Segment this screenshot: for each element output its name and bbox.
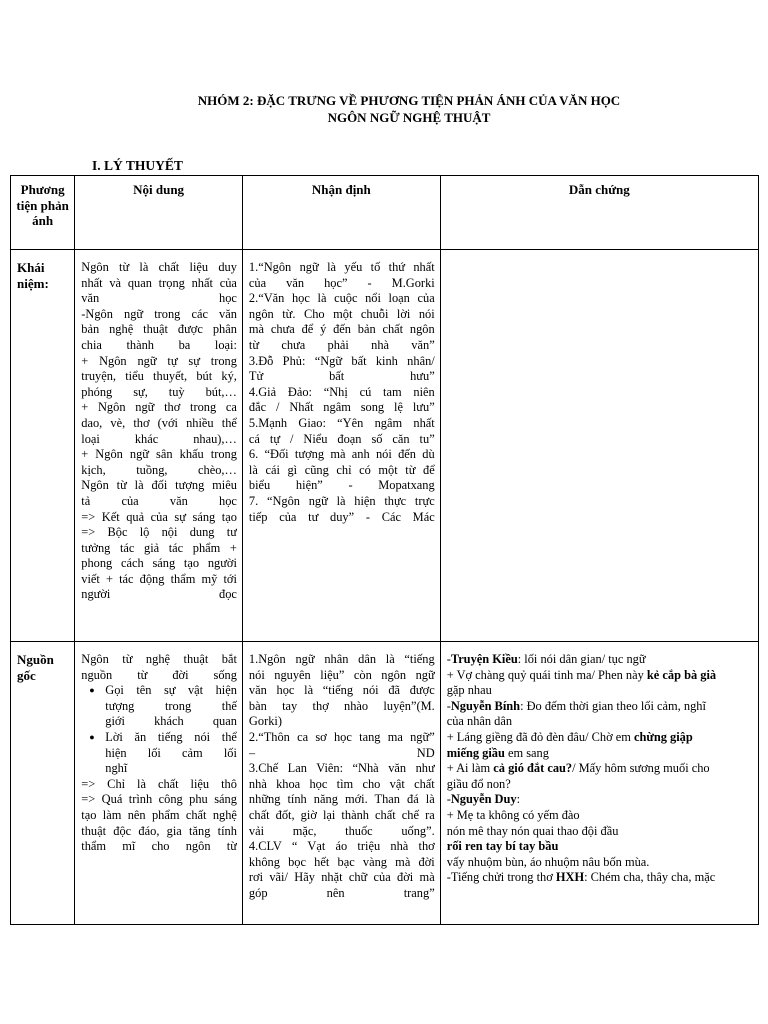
text-line: vải mặc, thuốc uống”. (248, 823, 435, 838)
text-line: Ngôn từ nghệ thuật bắt (81, 652, 237, 666)
plain-text: của nhân dân (446, 714, 513, 729)
table-row-concept (11, 250, 759, 642)
text-line: tạo làm nên phẩm chất nghệ (81, 807, 237, 822)
text-line: nhất và quan trọng nhất của (81, 275, 237, 290)
header-content: Nội dung (75, 176, 243, 250)
list-item (105, 730, 237, 777)
plain-text: / Mấy hôm sương muối cho (572, 761, 710, 776)
text-line: phong cách sáng tạo người (81, 556, 237, 571)
text-line: tiếp của tư duy” - Các Mác (248, 509, 435, 524)
row-label-concept: Khái niệm: (11, 250, 75, 642)
emphasis-text: HXH (555, 870, 585, 885)
text-line: nhà khoa học tìm cho vật chất (248, 776, 435, 791)
header-evidence: Dẫn chứng (440, 176, 758, 250)
evidence-line (447, 761, 753, 777)
text-line: biểu hiện” - Mopatxang (248, 478, 435, 493)
origin-content-cell (75, 642, 243, 925)
text-line: cá tự / Niểu đoạn số căn tu” (248, 431, 435, 446)
plain-text: - (446, 792, 451, 807)
text-line: những tính năng mới. Than đá là (248, 792, 435, 807)
text-line: 3.Chế Lan Viên: “Nhà văn như (248, 761, 435, 776)
text-line: => Quá trình công phu sáng (81, 792, 237, 807)
plain-text: gặp nhau (446, 683, 492, 698)
text-line: chia thành ba loại: (81, 337, 237, 352)
plain-text: vấy nhuộm bùn, áo nhuộm nâu bốn mùa. (446, 854, 650, 869)
text-line: rơi vãi/ Hãy nhặt chữ của đời mà (248, 870, 435, 885)
text-line: 4.CLV “ Vạt áo triệu nhà thơ (248, 839, 435, 854)
text-line: thuật độc đáo, gia tăng tính (81, 823, 237, 838)
evidence-line (447, 652, 753, 668)
text-line: nguồn từ đời sống (81, 667, 237, 682)
text-line: ngôn từ. Cho một chuỗi lời nói (248, 306, 435, 321)
plain-text: nón mê thay nón quai thao đội đầu (446, 823, 619, 838)
text-line: văn học (81, 291, 237, 306)
text-line: => Bộc lộ nội dung tư (81, 525, 237, 540)
text-line: mà chưa để ý đến bản chất ngôn (248, 322, 435, 337)
plain-text: - (446, 698, 451, 713)
text-line: bàn tay thợ nhào luyện”(M. (248, 698, 435, 713)
content-table (10, 175, 759, 925)
plain-text: : Đo đếm thời gian theo lối cảm, nghĩ (520, 698, 706, 713)
text-line: là cái gì cũng chỉ có một từ để (248, 462, 435, 477)
text-line: tả của văn học (81, 493, 237, 508)
evidence-line (447, 792, 753, 808)
section-heading: I. LÝ THUYẾT (92, 158, 183, 173)
text-line: -Ngôn ngữ trong các văn (81, 306, 237, 321)
text-line: người đọc (81, 587, 237, 602)
text-line: 2.“Thôn ca sơ học tang ma ngữ” (248, 729, 435, 744)
plain-text: + Láng giềng đã đỏ đèn đâu/ Chờ em (446, 729, 635, 744)
text-line: + Ngôn ngữ thơ trong ca (81, 400, 237, 415)
text-line: truyện, tiểu thuyết, bút ký, (81, 369, 237, 384)
evidence-line (447, 714, 753, 730)
text-line: chất đốt, giờ lại thành chất chế ra (248, 807, 435, 822)
plain-text: : (516, 792, 521, 807)
emphasis-text: Nguyễn Duy (450, 792, 517, 807)
text-line: Gorki) (248, 714, 282, 729)
text-line: nghĩ (105, 761, 128, 776)
evidence-line (447, 808, 753, 824)
concept-evidence-cell (440, 250, 758, 642)
evidence-line (447, 777, 753, 793)
plain-text: : Chém cha, thây cha, mặc (584, 870, 716, 885)
text-line: hiện lối cảm lối (105, 745, 237, 760)
page-title-line1: NHÓM 2: ĐẶC TRƯNG VỀ PHƯƠNG TIỆN PHẢN ÁNH CỦA VĂN HỌC (197, 93, 621, 108)
text-line: tượng trong thế (105, 698, 237, 713)
text-line: 6. “Đối tượng mà anh nói đến dù (248, 447, 435, 462)
text-line: 2.“Văn học là cuộc nổi loạn của (248, 291, 435, 306)
text-line: 4.Giả Đảo: “Nhị cú tam niên (248, 384, 435, 399)
table-row-origin (11, 642, 759, 925)
text-line: tưởng tác giả tác phẩm + (81, 540, 237, 555)
text-line: 1.“Ngôn ngữ là yếu tố thứ nhất (248, 260, 435, 274)
text-line: phóng sự, tuỳ bút,… (81, 384, 237, 399)
text-line: 3.Đỗ Phủ: “Ngữ bất kinh nhân/ (248, 353, 435, 368)
text-line: + Ngôn ngữ tự sự trong (81, 353, 237, 368)
evidence-line (447, 730, 753, 746)
text-line: ● Lời ăn tiếng nói thể (105, 729, 237, 744)
header-medium: Phương tiện phản ánh (11, 176, 75, 250)
row-label-origin: Nguồn gốc (11, 642, 75, 925)
plain-text: em sang (504, 745, 549, 760)
header-opinion: Nhận định (242, 176, 440, 250)
emphasis-text: miếng giầu (446, 745, 505, 760)
text-line: Tử bất hưu” (248, 369, 435, 384)
text-line: giới khách quan (105, 714, 237, 729)
evidence-line (447, 824, 753, 840)
concept-opinions-cell (242, 250, 440, 642)
text-line: ● Gọi tên sự vật hiện (105, 683, 237, 698)
evidence-line (447, 746, 753, 762)
text-line: không bọc hết bạc vàng mà đời (248, 854, 435, 869)
text-line: 5.Mạnh Giao: “Yên ngâm nhất (248, 415, 435, 430)
text-line: dao, vè, thơ (với nhiều thể (81, 415, 237, 430)
emphasis-text: Truyện Kiều (450, 652, 518, 666)
evidence-line (447, 855, 753, 871)
plain-text: -Tiếng chửi trong thơ (446, 870, 556, 885)
text-line: từ chưa phải nhà văn” (248, 337, 435, 352)
text-line: Ngôn từ là chất liệu duy (81, 260, 237, 274)
plain-text: - (446, 652, 451, 666)
plain-text: + Vợ chàng quỷ quái tinh ma/ Phen này (446, 667, 647, 682)
text-line: Ngôn từ là đối tượng miêu (81, 478, 237, 493)
evidence-line (447, 668, 753, 684)
text-line: nói nguyên liệu” còn ngôn ngữ (248, 667, 435, 682)
emphasis-text: cả gió đắt cau? (493, 761, 573, 776)
list-item (105, 683, 237, 730)
emphasis-text: chừng giập (634, 729, 693, 744)
text-line: => Kết quả của sự sáng tạo (81, 509, 237, 524)
evidence-line (447, 683, 753, 699)
origin-opinions-cell (242, 642, 440, 925)
text-line: loại khác nhau),… (81, 431, 237, 446)
origin-evidence-cell (440, 642, 758, 925)
text-line: góp nên trang” (248, 885, 435, 900)
text-line: => Chỉ là chất liệu thô (81, 776, 237, 791)
plain-text: : lối nói dân gian/ tục ngữ (517, 652, 646, 666)
plain-text: + Mẹ ta không có yếm đào (446, 807, 580, 822)
table-header-row (11, 176, 759, 250)
page-title-line2: NGÔN NGỮ NGHỆ THUẬT (327, 110, 491, 125)
text-line: thẩm mĩ cho ngôn từ (81, 839, 237, 854)
emphasis-text: rối ren tay bí tay bầu (446, 839, 559, 854)
emphasis-text: Nguyễn Bính (450, 698, 521, 713)
origin-bullet-list (81, 683, 237, 777)
evidence-line (447, 699, 753, 715)
text-line: + Ngôn ngữ sân khấu trong (81, 447, 237, 462)
text-line: 1.Ngôn ngữ nhân dân là “tiếng (248, 652, 435, 666)
plain-text: giầu đổ non? (446, 776, 511, 791)
text-line: – ND (248, 745, 435, 760)
text-line: của văn học” - M.Gorki (248, 275, 435, 290)
plain-text: + Ai làm (446, 761, 494, 776)
text-line: văn học là “tiếng nói đã được (248, 683, 435, 698)
text-line: 7. “Ngôn ngữ là hiện thực trực (248, 493, 435, 508)
evidence-line (447, 870, 753, 886)
evidence-line (447, 839, 753, 855)
text-line: kịch, tuồng, chèo,… (81, 462, 237, 477)
text-line: viết + tác động thẩm mỹ tới (81, 571, 237, 586)
text-line: đắc / Nhất ngâm song lệ lưu” (248, 400, 435, 415)
text-line: bản nghệ thuật được phân (81, 322, 237, 337)
emphasis-text: kẻ cắp bà già (646, 667, 717, 682)
concept-content-cell (75, 250, 243, 642)
